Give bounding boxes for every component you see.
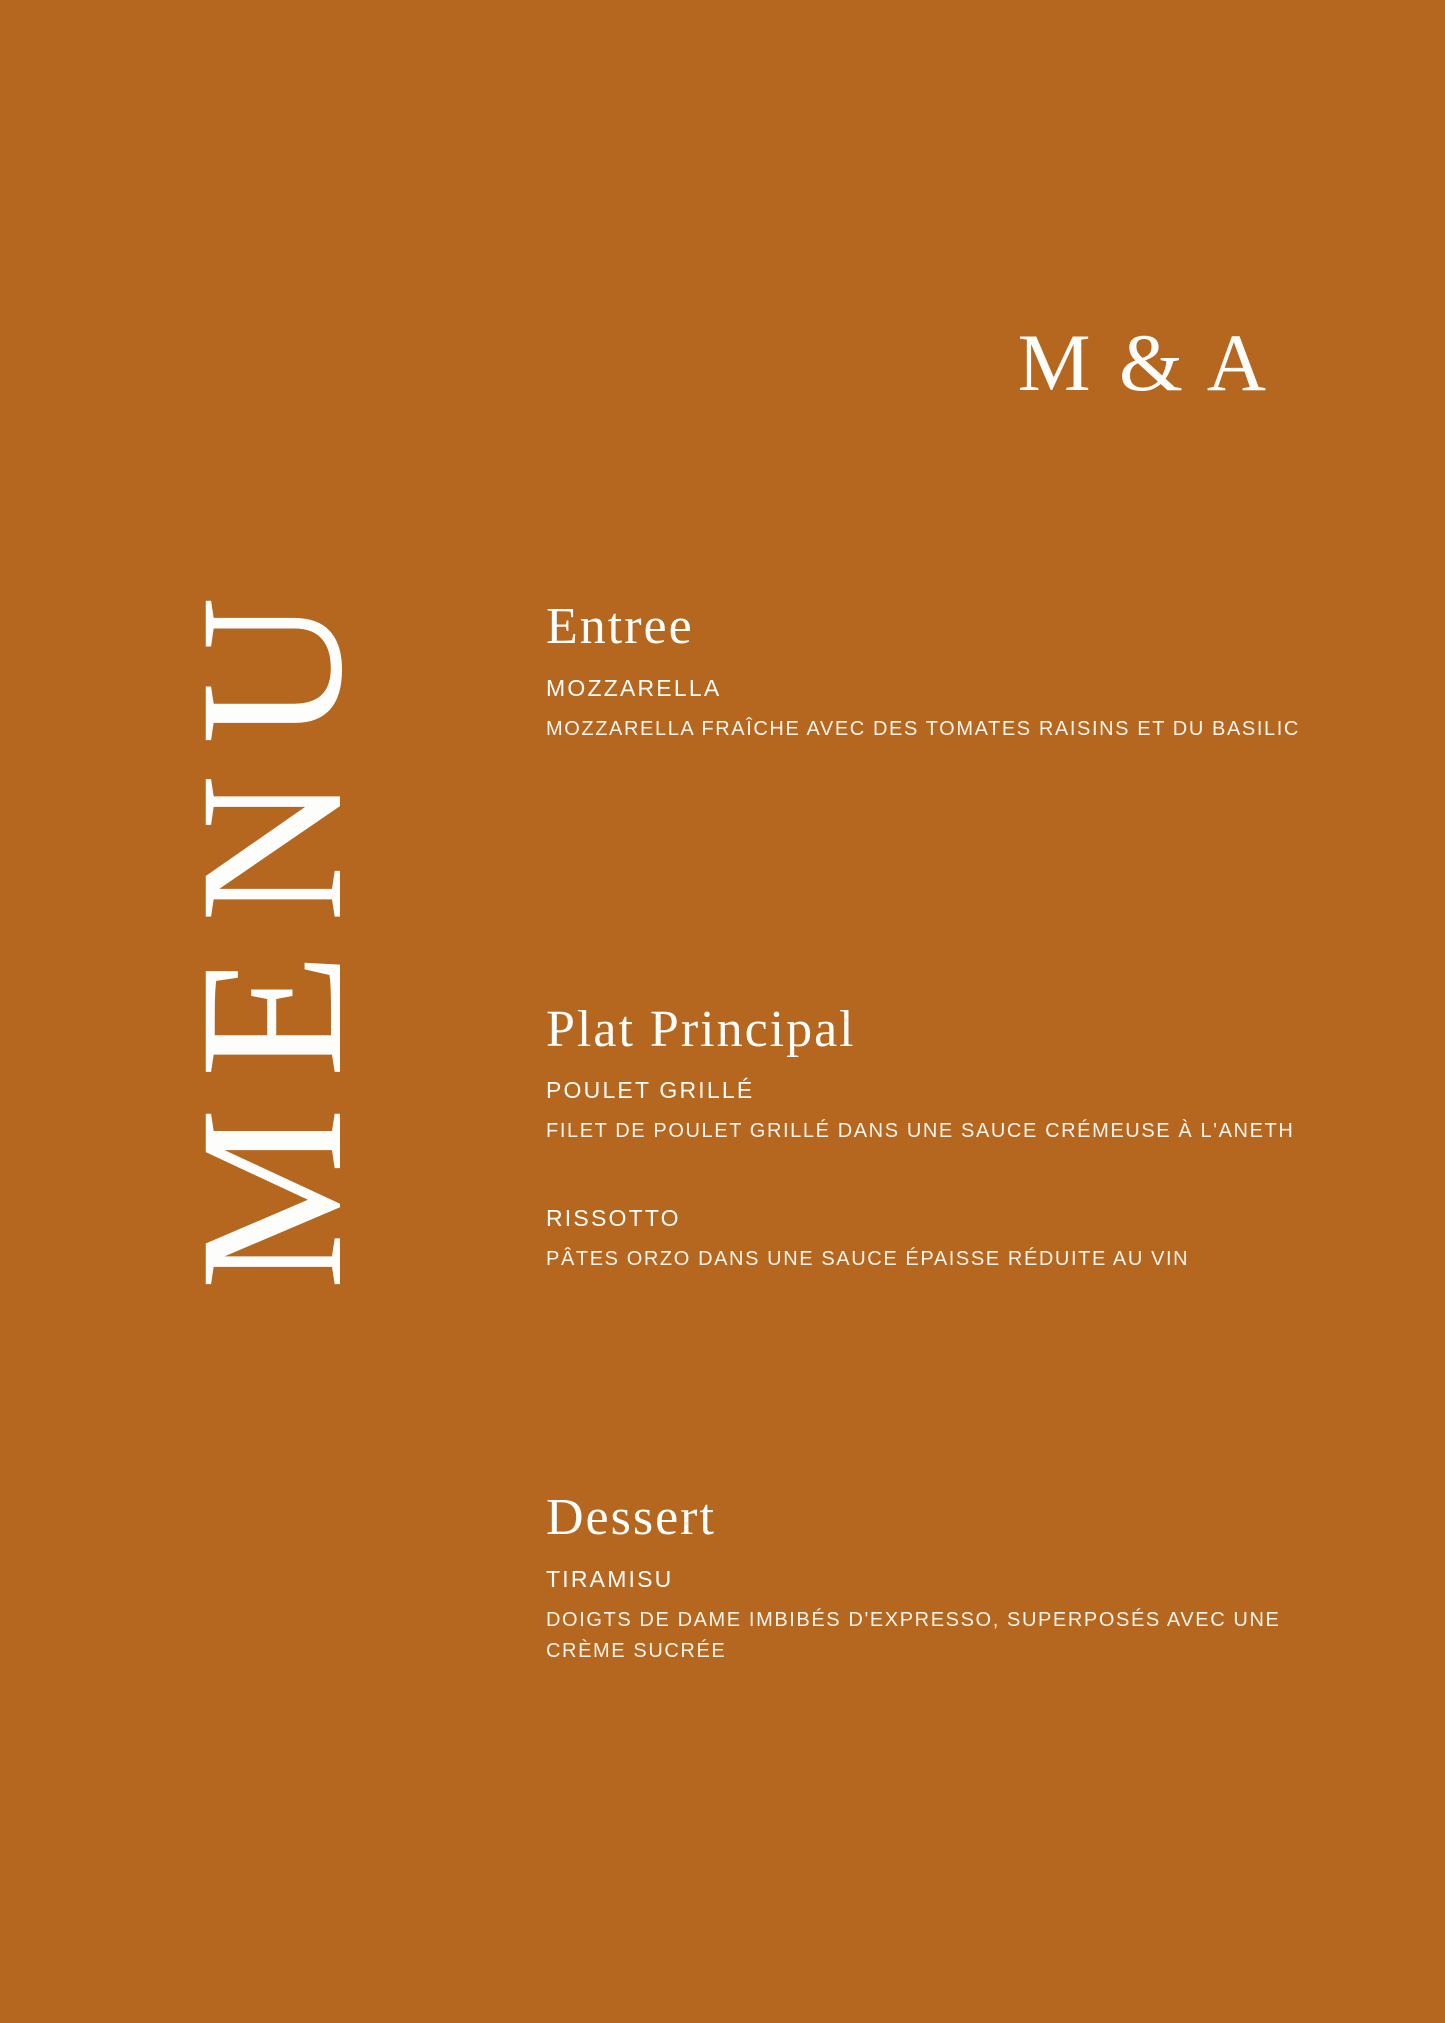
dish-item xyxy=(546,1077,1326,1147)
monogram: M & A xyxy=(1017,317,1270,408)
course-title: Plat Principal xyxy=(546,1000,856,1058)
course-dessert xyxy=(546,1491,1326,1667)
dish-name: RISSOTTO xyxy=(546,1205,681,1232)
dish-description: DOIGTS DE DAME IMBIBÉS D'EXPRESSO, SUPERPOSÉS AVEC UNE CRÈME SUCRÉE xyxy=(546,1608,1281,1662)
course-plat-principal xyxy=(546,1000,1326,1276)
spacer xyxy=(546,771,1326,1003)
dish-item xyxy=(546,675,1326,745)
courses-list xyxy=(546,600,1326,1693)
dish-item xyxy=(546,1566,1326,1667)
dish-name: MOZZARELLA xyxy=(546,674,722,701)
dish-item xyxy=(546,1205,1326,1275)
course-title: Dessert xyxy=(546,1489,716,1547)
course-title: Entree xyxy=(546,598,694,655)
dish-name: POULET GRILLÉ xyxy=(546,1077,755,1104)
dish-description: MOZZARELLA FRAÎCHE AVEC DES TOMATES RAISINS ET DU BASILIC xyxy=(546,717,1300,740)
vertical-title-wrapper xyxy=(158,566,385,1300)
spacer xyxy=(546,1301,1326,1491)
dish-name: TIRAMISU xyxy=(546,1565,674,1592)
dish-description: PÂTES ORZO DANS UNE SAUCE ÉPAISSE RÉDUITE AU VIN xyxy=(546,1248,1190,1271)
vertical-menu-title: MENU xyxy=(158,566,385,1290)
dish-description: FILET DE POULET GRILLÉ DANS UNE SAUCE CRÉMEUSE À L'ANETH xyxy=(546,1120,1295,1143)
course-entree xyxy=(546,600,1326,745)
